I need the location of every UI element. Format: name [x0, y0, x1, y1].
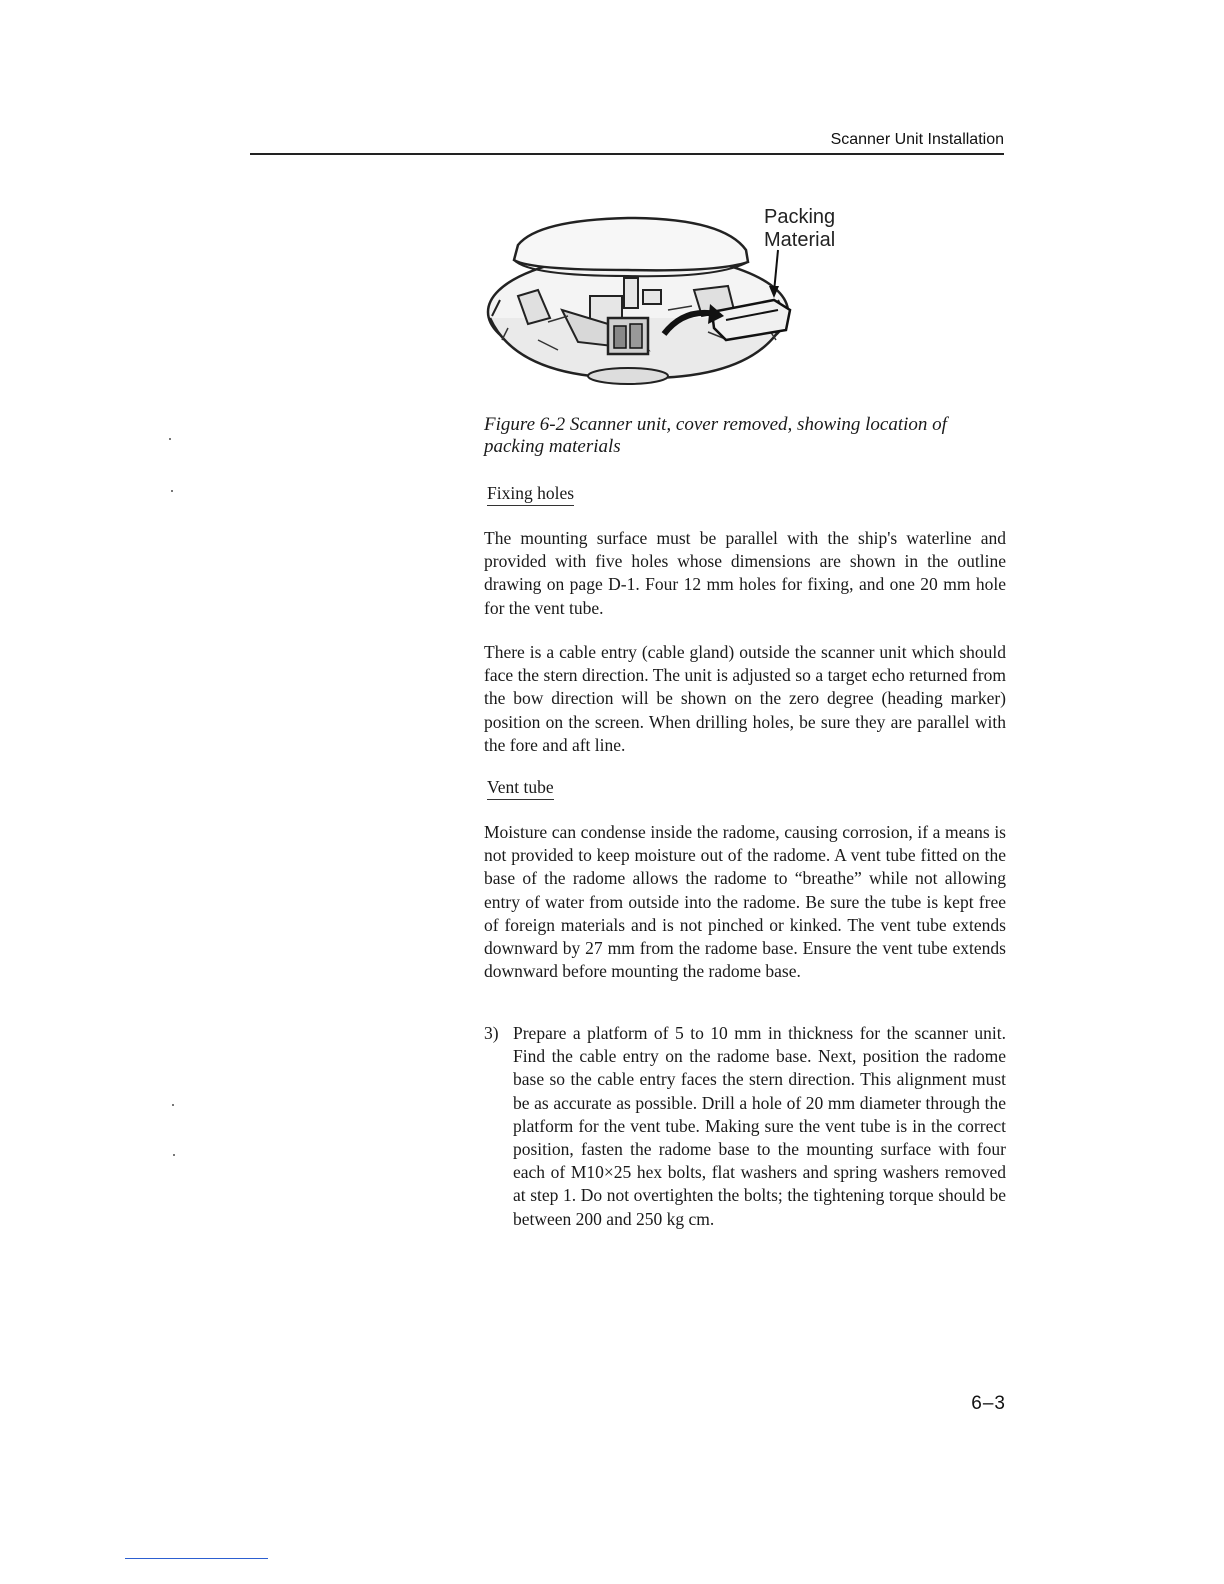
heading-vent-tube: [487, 777, 554, 800]
margin-mark: [172, 1104, 174, 1106]
heading-fixing-holes-text: Fixing holes: [487, 483, 574, 506]
running-header: Scanner Unit Installation: [830, 131, 1004, 148]
heading-vent-tube-text: Vent tube: [487, 777, 554, 800]
callout-line-1: Packing: [764, 206, 836, 228]
paragraph-mounting-surface: The mounting surface must be parallel with the ship's waterline and provided with five holes whose dimensions are shown in the outline drawing on page D-1. Four 12 mm holes for fixing, and one 20 mm hole for the vent tube.: [484, 528, 1006, 618]
figure-caption: Figure 6-2 Scanner unit, cover removed, showing location of packing materials: [484, 414, 947, 457]
page-number: 6–3: [971, 1393, 1006, 1414]
margin-mark: [169, 438, 171, 440]
paragraph-vent-tube: Moisture can condense inside the radome, causing corrosion, if a means is not provided to keep moisture out of the radome. A vent tube fitted on the base of the radome allows the radome to “breathe” while not allowing entry of water from outside into the radome. Be sure the tube is kept free of foreign materials and is not pinched or kinked. The vent tube extends downward by 27 mm from the radome base. Ensure the vent tube extends downward before mounting the radome base.: [484, 822, 1006, 982]
step-3-text: Prepare a platform of 5 to 10 mm in thickness for the scanner unit. Find the cable entry on the radome base. Next, position the radome base so the cable entry faces the stern direction. This alignment must be as accurate as possible. Drill a hole of 20 mm diameter through the platform for the vent tube. Making sure the vent tube is in the correct position, fasten the radome base to the mounting surface with four each of M10×25 hex bolts, flat washers and spring washers removed at step 1. Do not overtighten the bolts; the tightening torque should be between 200 and 250 kg cm.: [513, 1023, 1006, 1229]
paragraph-cable-entry: There is a cable entry (cable gland) outside the scanner unit which should face the stern direction. The unit is adjusted so a target echo returned from the bow direction will be shown on the zero degree (heading marker) position on the screen. When drilling holes, be sure they are parallel with the fore and aft line.: [484, 642, 1006, 755]
callout-line-2: Material: [764, 229, 836, 251]
footer-rule: [125, 1558, 268, 1559]
heading-fixing-holes: [487, 483, 574, 506]
margin-mark: [173, 1154, 175, 1156]
packing-material-callout: [764, 206, 835, 252]
margin-mark: [171, 490, 173, 492]
header-rule: [250, 153, 1004, 155]
figure-scanner-unit: [478, 200, 858, 400]
step-3-number: 3): [484, 1023, 499, 1043]
